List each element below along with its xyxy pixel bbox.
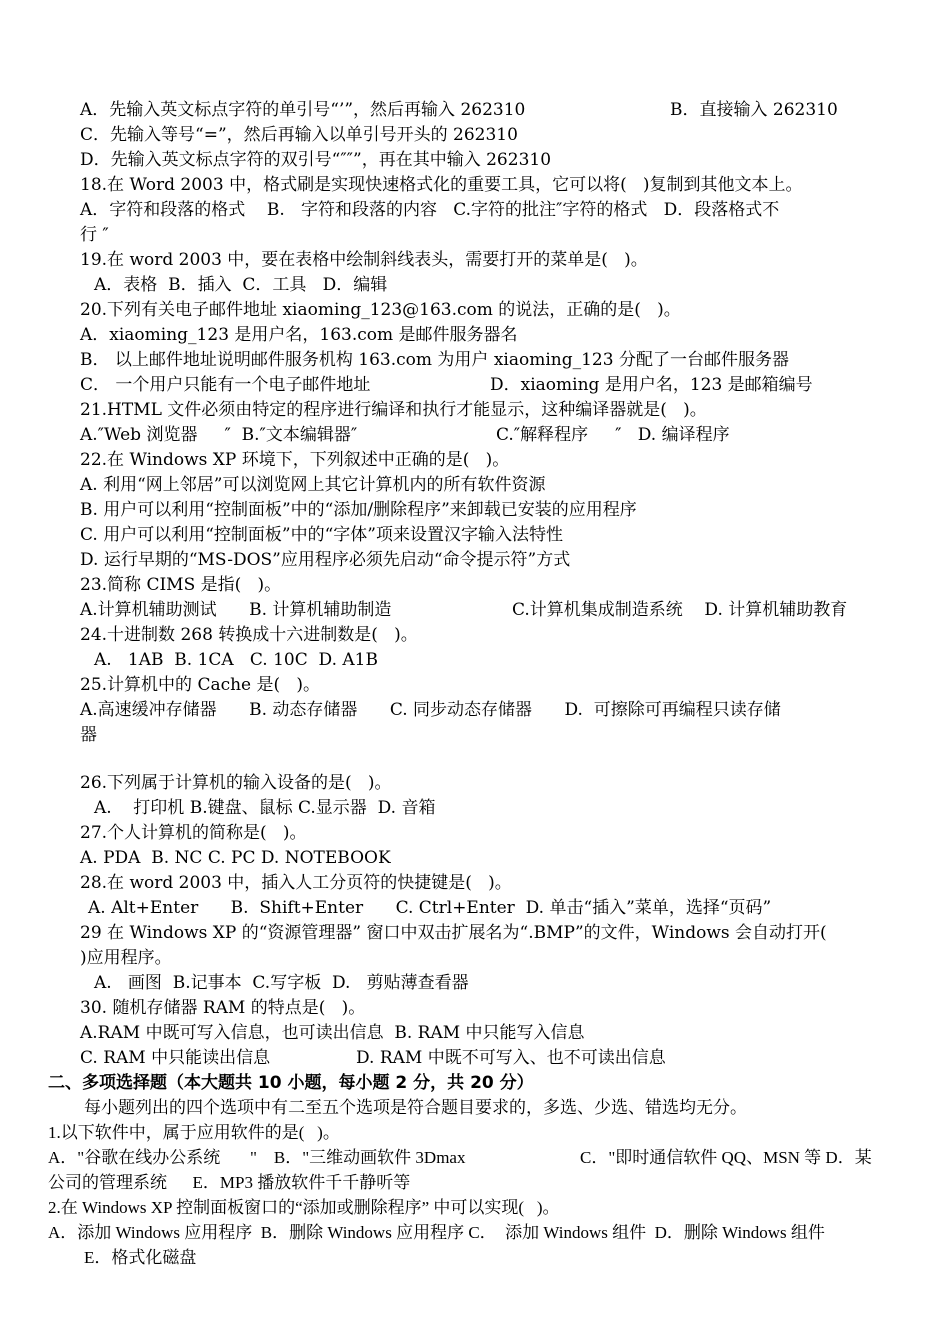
q18-stem: 18.在 Word 2003 中，格式刷是实现快速格式化的重要工具，它可以将( )复制到其他文本上。 (80, 175, 803, 195)
q20-option-b: B． 以上邮件地址说明邮件服务机构 163.com 为用户 xiaoming_123 分配了一台邮件服务器 (80, 350, 789, 370)
q24-stem: 24.十进制数 268 转换成十六进制数是( )。 (80, 625, 418, 645)
q20-stem: 20.下列有关电子邮件地址 xiaoming_123@163.com 的说法，正确的是( )。 (80, 300, 681, 320)
q23-stem: 23.简称 CIMS 是指( )。 (80, 575, 282, 595)
mq2-options: A．添加 Windows 应用程序 B．删除 Windows 应用程序 C． 添加 Windows 组件 D．删除 Windows 组件 (48, 1223, 825, 1242)
q22-option-d: D. 运行早期的“MS-DOS”应用程序必须先启动“命令提示符”方式 (80, 550, 571, 570)
q17-option-b: B．直接输入 262310 (670, 100, 838, 120)
q18-options: A．字符和段落的格式 B. 字符和段落的内容 C.字符的批注″字符的格式 D．段落格式不 (80, 200, 780, 220)
q22-stem: 22.在 Windows XP 环境下，下列叙述中正确的是( )。 (80, 450, 510, 470)
section-heading-multiple-choice: 二、多项选择题（本大题共 10 小题，每小题 2 分，共 20 分） (48, 1073, 534, 1093)
q29-options: A. 画图 B.记事本 C.写字板 D. 剪贴薄查看器 (94, 973, 469, 993)
q19-stem: 19.在 word 2003 中，要在表格中绘制斜线表头，需要打开的菜单是( )。 (80, 250, 648, 270)
q28-options: A. Alt+Enter B. Shift+Enter C. Ctrl+Enter D. 单击“插入”菜单，选择“页码” (88, 898, 772, 918)
q19-options: A．表格 B．插入 C．工具 D．编辑 (94, 275, 388, 295)
q23-options-ab: A.计算机辅助测试 B. 计算机辅助制造 (80, 600, 392, 620)
q22-option-b: B. 用户可以利用“控制面板”中的“添加/删除程序”来卸载已安装的应用程序 (80, 500, 637, 520)
q21-stem: 21.HTML 文件必须由特定的程序进行编译和执行才能显示，这种编译器就是( )。 (80, 400, 707, 420)
section-instructions: 每小题列出的四个选项中有二至五个选项是符合题目要求的，多选、少选、错选均无分。 (84, 1098, 747, 1117)
q21-options-cd: C.″解释程序 ″ D. 编译程序 (496, 425, 730, 445)
q24-options: A. 1AB B. 1CA C. 10C D. A1B (94, 650, 378, 670)
mq2-stem: 2.在 Windows XP 控制面板窗口的“添加或删除程序” 中可以实现( )。 (48, 1198, 560, 1217)
q29-stem-wrap: )应用程序。 (80, 948, 172, 968)
q17-option-a: A．先输入英文标点字符的单引号“’”，然后再输入 262310 (80, 100, 526, 120)
q20-option-a: A．xiaoming_123 是用户名，163.com 是邮件服务器名 (80, 325, 518, 345)
q17-option-d: D．先输入英文标点字符的双引号“″″”，再在其中输入 262310 (80, 150, 552, 170)
q22-option-a: A. 利用“网上邻居”可以浏览网上其它计算机内的所有软件资源 (80, 475, 546, 495)
q25-options-wrap: 器 (80, 725, 97, 745)
mq2-option-e: E．格式化磁盘 (84, 1248, 197, 1267)
q26-options: A. 打印机 B.键盘、鼠标 C.显示器 D. 音箱 (94, 798, 436, 818)
q20-option-c: C． 一个用户只能有一个电子邮件地址 (80, 375, 371, 395)
q30-stem: 30. 随机存储器 RAM 的特点是( )。 (80, 998, 366, 1018)
q25-options: A.高速缓冲存储器 B. 动态存储器 C. 同步动态存储器 D. 可擦除可再编程只读存储 (80, 700, 781, 720)
q26-stem: 26.下列属于计算机的输入设备的是( )。 (80, 773, 392, 793)
q21-options-ab: A.″Web 浏览器 ″ B.″文本编辑器″ (80, 425, 358, 445)
q20-option-d: D．xiaoming 是用户名，123 是邮箱编号 (490, 375, 813, 395)
q22-option-c: C. 用户可以利用“控制面板”中的“字体”项来设置汉字输入法特性 (80, 525, 563, 545)
q28-stem: 28.在 word 2003 中，插入人工分页符的快捷键是( )。 (80, 873, 512, 893)
mq1-stem: 1.以下软件中，属于应用软件的是( )。 (48, 1123, 340, 1142)
mq1-options-wrap: 公司的管理系统 E．MP3 播放软件千千静听等 (48, 1173, 411, 1192)
q29-stem: 29 在 Windows XP 的“资源管理器” 窗口中双击扩展名为“.BMP”的文件，Windows 会自动打开( (80, 923, 827, 943)
q30-options-ab: A.RAM 中既可写入信息，也可读出信息 B. RAM 中只能写入信息 (80, 1023, 585, 1043)
q17-option-c: C．先输入等号“=”，然后再输入以单引号开头的 262310 (80, 125, 518, 145)
q27-options: A. PDA B. NC C. PC D. NOTEBOOK (80, 848, 391, 868)
q23-options-cd: C.计算机集成制造系统 D. 计算机辅助教育 (512, 600, 848, 620)
q27-stem: 27.个人计算机的简称是( )。 (80, 823, 307, 843)
q18-options-wrap: 行 ″ (80, 225, 109, 245)
q30-option-c: C. RAM 中只能读出信息 (80, 1048, 271, 1068)
mq1-options-ab: A．"谷歌在线办公系统 " B．"三维动画软件 3Dmax (48, 1148, 466, 1167)
mq1-options-cd: C．"即时通信软件 QQ、MSN 等 D．某 (580, 1148, 872, 1167)
q25-stem: 25.计算机中的 Cache 是( )。 (80, 675, 320, 695)
q30-option-d: D. RAM 中既不可写入、也不可读出信息 (356, 1048, 666, 1068)
